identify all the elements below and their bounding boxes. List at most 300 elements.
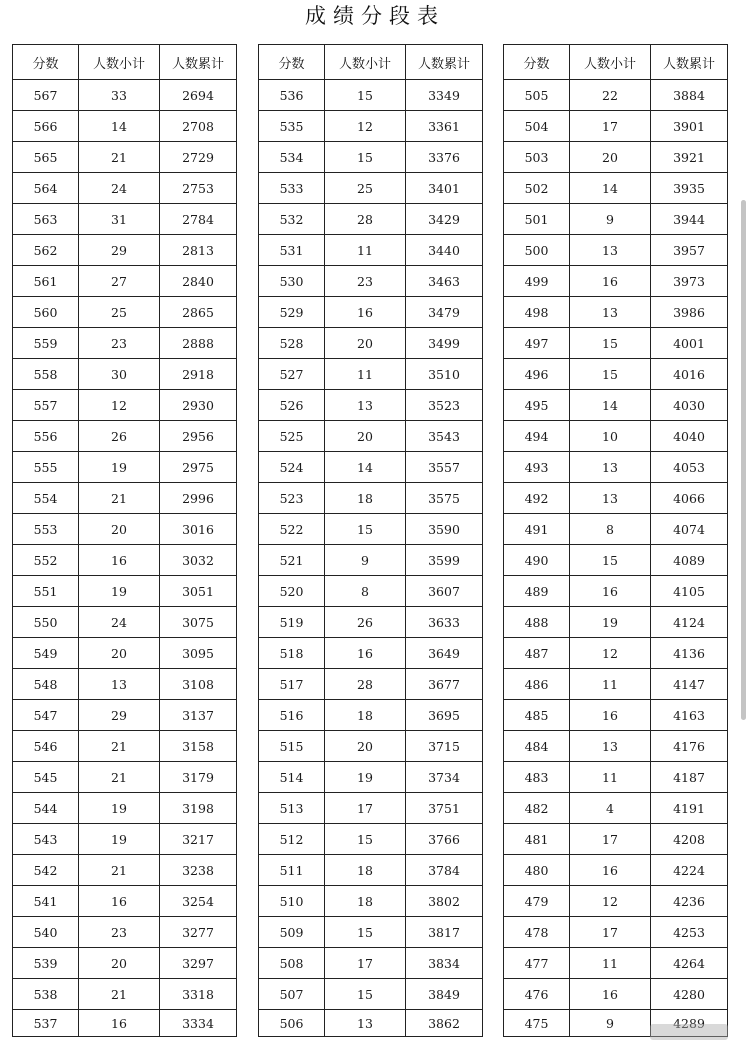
count-cell: 12	[79, 390, 160, 421]
count-cell: 21	[79, 483, 160, 514]
table-row	[259, 452, 483, 483]
cumulative-cell: 3318	[160, 979, 237, 1010]
table-row	[504, 204, 728, 235]
score-cell: 506	[259, 1010, 325, 1037]
header-row	[13, 45, 237, 80]
count-cell: 16	[79, 886, 160, 917]
count-cell: 21	[79, 762, 160, 793]
score-cell: 490	[504, 545, 570, 576]
cumulative-cell: 4089	[651, 545, 728, 576]
header-row	[504, 45, 728, 80]
count-cell: 23	[79, 917, 160, 948]
count-cell: 22	[570, 80, 651, 111]
count-cell: 24	[79, 607, 160, 638]
table-row	[504, 762, 728, 793]
score-cell: 522	[259, 514, 325, 545]
cumulative-cell: 4053	[651, 452, 728, 483]
cumulative-cell: 4280	[651, 979, 728, 1010]
cumulative-cell: 3075	[160, 607, 237, 638]
count-cell: 20	[325, 421, 406, 452]
table-row	[13, 80, 237, 111]
cumulative-cell: 3198	[160, 793, 237, 824]
table-row	[259, 483, 483, 514]
score-cell: 520	[259, 576, 325, 607]
cumulative-cell: 3557	[406, 452, 483, 483]
cumulative-cell: 3463	[406, 266, 483, 297]
table-row	[504, 142, 728, 173]
cumulative-cell: 3649	[406, 638, 483, 669]
cumulative-cell: 2708	[160, 111, 237, 142]
table-row	[504, 514, 728, 545]
score-cell: 480	[504, 855, 570, 886]
count-cell: 15	[325, 917, 406, 948]
count-cell: 12	[570, 886, 651, 917]
score-cell: 507	[259, 979, 325, 1010]
score-cell: 497	[504, 328, 570, 359]
score-cell: 563	[13, 204, 79, 235]
count-cell: 19	[79, 793, 160, 824]
count-cell: 33	[79, 80, 160, 111]
table-row	[259, 700, 483, 731]
score-cell: 560	[13, 297, 79, 328]
table-row	[504, 979, 728, 1010]
score-cell: 500	[504, 235, 570, 266]
table-row	[13, 979, 237, 1010]
score-cell: 567	[13, 80, 79, 111]
table-row	[259, 514, 483, 545]
score-cell: 562	[13, 235, 79, 266]
score-cell: 543	[13, 824, 79, 855]
watermark-logo	[650, 1024, 728, 1040]
score-cell: 551	[13, 576, 79, 607]
table-row	[13, 886, 237, 917]
score-cell: 505	[504, 80, 570, 111]
header-count: 人数小计	[325, 45, 406, 80]
cumulative-cell: 3986	[651, 297, 728, 328]
score-cell: 531	[259, 235, 325, 266]
score-cell: 499	[504, 266, 570, 297]
table-row	[504, 855, 728, 886]
cumulative-cell: 3862	[406, 1010, 483, 1037]
count-cell: 17	[570, 111, 651, 142]
score-cell: 528	[259, 328, 325, 359]
count-cell: 15	[570, 328, 651, 359]
table-row	[259, 142, 483, 173]
cumulative-cell: 4191	[651, 793, 728, 824]
table-row	[13, 266, 237, 297]
count-cell: 29	[79, 235, 160, 266]
cumulative-cell: 3479	[406, 297, 483, 328]
count-cell: 18	[325, 700, 406, 731]
header-score: 分数	[259, 45, 325, 80]
table-row	[504, 328, 728, 359]
table-row	[13, 390, 237, 421]
count-cell: 11	[570, 948, 651, 979]
cumulative-cell: 2865	[160, 297, 237, 328]
count-cell: 9	[570, 204, 651, 235]
table-row	[259, 979, 483, 1010]
cumulative-cell: 3607	[406, 576, 483, 607]
cumulative-cell: 4176	[651, 731, 728, 762]
score-cell: 545	[13, 762, 79, 793]
table-row	[259, 421, 483, 452]
table-row	[259, 731, 483, 762]
cumulative-cell: 2729	[160, 142, 237, 173]
header-score: 分数	[13, 45, 79, 80]
table-row	[13, 359, 237, 390]
count-cell: 28	[325, 204, 406, 235]
score-cell: 484	[504, 731, 570, 762]
cumulative-cell: 3523	[406, 390, 483, 421]
cumulative-cell: 3016	[160, 514, 237, 545]
score-cell: 508	[259, 948, 325, 979]
cumulative-cell: 4030	[651, 390, 728, 421]
table-row	[504, 607, 728, 638]
score-cell: 517	[259, 669, 325, 700]
score-cell: 525	[259, 421, 325, 452]
table-row	[13, 235, 237, 266]
count-cell: 20	[570, 142, 651, 173]
cumulative-cell: 3849	[406, 979, 483, 1010]
score-cell: 502	[504, 173, 570, 204]
score-cell: 516	[259, 700, 325, 731]
table-row	[259, 886, 483, 917]
table-row	[259, 948, 483, 979]
score-cell: 558	[13, 359, 79, 390]
cumulative-cell: 3376	[406, 142, 483, 173]
table-row	[13, 576, 237, 607]
count-cell: 12	[325, 111, 406, 142]
table-row	[13, 142, 237, 173]
score-cell: 514	[259, 762, 325, 793]
count-cell: 15	[570, 545, 651, 576]
score-cell: 536	[259, 80, 325, 111]
score-cell: 537	[13, 1010, 79, 1037]
score-cell: 503	[504, 142, 570, 173]
table-row	[259, 545, 483, 576]
count-cell: 18	[325, 886, 406, 917]
cumulative-cell: 3575	[406, 483, 483, 514]
table-row	[504, 359, 728, 390]
cumulative-cell: 3440	[406, 235, 483, 266]
cumulative-cell: 2930	[160, 390, 237, 421]
table-row	[13, 452, 237, 483]
table-row	[504, 886, 728, 917]
score-cell: 492	[504, 483, 570, 514]
score-cell: 540	[13, 917, 79, 948]
count-cell: 21	[79, 855, 160, 886]
cumulative-cell: 3254	[160, 886, 237, 917]
cumulative-cell: 4208	[651, 824, 728, 855]
score-cell: 477	[504, 948, 570, 979]
count-cell: 20	[325, 731, 406, 762]
count-cell: 15	[325, 142, 406, 173]
table-row	[504, 824, 728, 855]
count-cell: 21	[79, 731, 160, 762]
table-row	[504, 266, 728, 297]
table-row	[13, 669, 237, 700]
score-cell: 542	[13, 855, 79, 886]
table-row	[259, 607, 483, 638]
score-cell: 486	[504, 669, 570, 700]
score-cell: 526	[259, 390, 325, 421]
cumulative-cell: 3429	[406, 204, 483, 235]
score-cell: 548	[13, 669, 79, 700]
cumulative-cell: 4264	[651, 948, 728, 979]
table-row	[504, 80, 728, 111]
cumulative-cell: 3633	[406, 607, 483, 638]
table-body-2	[259, 80, 483, 1037]
score-table-3	[503, 44, 728, 1037]
cumulative-cell: 4066	[651, 483, 728, 514]
cumulative-cell: 3137	[160, 700, 237, 731]
count-cell: 15	[325, 514, 406, 545]
cumulative-cell: 2918	[160, 359, 237, 390]
count-cell: 19	[79, 824, 160, 855]
table-row	[13, 111, 237, 142]
cumulative-cell: 2813	[160, 235, 237, 266]
score-cell: 561	[13, 266, 79, 297]
count-cell: 15	[325, 824, 406, 855]
cumulative-cell: 4074	[651, 514, 728, 545]
cumulative-cell: 4105	[651, 576, 728, 607]
score-cell: 485	[504, 700, 570, 731]
header-count: 人数小计	[79, 45, 160, 80]
cumulative-cell: 3784	[406, 855, 483, 886]
cumulative-cell: 4236	[651, 886, 728, 917]
table-row	[504, 421, 728, 452]
score-cell: 556	[13, 421, 79, 452]
count-cell: 20	[79, 948, 160, 979]
table-row	[259, 390, 483, 421]
score-cell: 521	[259, 545, 325, 576]
table-row	[259, 328, 483, 359]
score-cell: 519	[259, 607, 325, 638]
cumulative-cell: 3277	[160, 917, 237, 948]
count-cell: 19	[570, 607, 651, 638]
cumulative-cell: 3734	[406, 762, 483, 793]
count-cell: 17	[570, 917, 651, 948]
score-cell: 524	[259, 452, 325, 483]
score-cell: 534	[259, 142, 325, 173]
table-row	[259, 669, 483, 700]
cumulative-cell: 3510	[406, 359, 483, 390]
cumulative-cell: 3032	[160, 545, 237, 576]
count-cell: 13	[570, 297, 651, 328]
count-cell: 18	[325, 855, 406, 886]
count-cell: 29	[79, 700, 160, 731]
cumulative-cell: 3217	[160, 824, 237, 855]
score-cell: 511	[259, 855, 325, 886]
count-cell: 14	[570, 173, 651, 204]
score-cell: 546	[13, 731, 79, 762]
table-row	[13, 514, 237, 545]
cumulative-cell: 3921	[651, 142, 728, 173]
count-cell: 19	[79, 452, 160, 483]
cumulative-cell: 2784	[160, 204, 237, 235]
score-cell: 515	[259, 731, 325, 762]
table-row	[13, 700, 237, 731]
score-cell: 501	[504, 204, 570, 235]
cumulative-cell: 4016	[651, 359, 728, 390]
score-cell: 566	[13, 111, 79, 142]
cumulative-cell: 3901	[651, 111, 728, 142]
count-cell: 20	[79, 514, 160, 545]
cumulative-cell: 2753	[160, 173, 237, 204]
cumulative-cell: 3051	[160, 576, 237, 607]
cumulative-cell: 3751	[406, 793, 483, 824]
cumulative-cell: 3715	[406, 731, 483, 762]
cumulative-cell: 3677	[406, 669, 483, 700]
count-cell: 4	[570, 793, 651, 824]
score-cell: 530	[259, 266, 325, 297]
count-cell: 31	[79, 204, 160, 235]
count-cell: 14	[325, 452, 406, 483]
table-row	[259, 235, 483, 266]
count-cell: 11	[570, 669, 651, 700]
score-cell: 498	[504, 297, 570, 328]
table-body-1	[13, 80, 237, 1037]
table-row	[259, 855, 483, 886]
table-row	[13, 824, 237, 855]
cumulative-cell: 3695	[406, 700, 483, 731]
count-cell: 27	[79, 266, 160, 297]
table-row	[259, 638, 483, 669]
cumulative-cell: 4253	[651, 917, 728, 948]
count-cell: 18	[325, 483, 406, 514]
score-cell: 504	[504, 111, 570, 142]
cumulative-cell: 3884	[651, 80, 728, 111]
score-cell: 559	[13, 328, 79, 359]
score-cell: 491	[504, 514, 570, 545]
header-cumulative: 人数累计	[406, 45, 483, 80]
score-cell: 512	[259, 824, 325, 855]
cumulative-cell: 3944	[651, 204, 728, 235]
count-cell: 11	[570, 762, 651, 793]
score-cell: 532	[259, 204, 325, 235]
cumulative-cell: 3957	[651, 235, 728, 266]
score-cell: 493	[504, 452, 570, 483]
count-cell: 13	[570, 235, 651, 266]
count-cell: 8	[325, 576, 406, 607]
table-row	[504, 173, 728, 204]
count-cell: 16	[79, 1010, 160, 1037]
score-cell: 495	[504, 390, 570, 421]
page-title: 成绩分段表	[305, 4, 445, 28]
cumulative-cell: 3543	[406, 421, 483, 452]
header-row	[259, 45, 483, 80]
count-cell: 14	[79, 111, 160, 142]
table-row	[13, 638, 237, 669]
count-cell: 8	[570, 514, 651, 545]
count-cell: 25	[325, 173, 406, 204]
header-cumulative: 人数累计	[160, 45, 237, 80]
cumulative-cell: 3802	[406, 886, 483, 917]
score-cell: 481	[504, 824, 570, 855]
scrollbar-thumb[interactable]	[741, 200, 746, 720]
table-row	[13, 483, 237, 514]
score-cell: 565	[13, 142, 79, 173]
count-cell: 17	[325, 948, 406, 979]
score-cell: 478	[504, 917, 570, 948]
table-row	[13, 793, 237, 824]
cumulative-cell: 3179	[160, 762, 237, 793]
header-cumulative: 人数累计	[651, 45, 728, 80]
table-row	[13, 328, 237, 359]
score-cell: 555	[13, 452, 79, 483]
score-cell: 489	[504, 576, 570, 607]
score-cell: 544	[13, 793, 79, 824]
score-cell: 539	[13, 948, 79, 979]
score-cell: 523	[259, 483, 325, 514]
count-cell: 15	[570, 359, 651, 390]
count-cell: 14	[570, 390, 651, 421]
count-cell: 17	[570, 824, 651, 855]
score-table-2	[258, 44, 483, 1037]
cumulative-cell: 3935	[651, 173, 728, 204]
table-row	[13, 173, 237, 204]
table-row	[13, 297, 237, 328]
count-cell: 25	[79, 297, 160, 328]
vertical-scrollbar[interactable]	[741, 200, 746, 720]
table-row	[504, 793, 728, 824]
cumulative-cell: 2888	[160, 328, 237, 359]
count-cell: 19	[79, 576, 160, 607]
cumulative-cell: 3499	[406, 328, 483, 359]
table-row	[259, 576, 483, 607]
table-row	[13, 204, 237, 235]
count-cell: 16	[570, 855, 651, 886]
score-cell: 510	[259, 886, 325, 917]
cumulative-cell: 3158	[160, 731, 237, 762]
table-row	[504, 576, 728, 607]
score-cell: 509	[259, 917, 325, 948]
count-cell: 9	[325, 545, 406, 576]
cumulative-cell: 3973	[651, 266, 728, 297]
table-row	[259, 359, 483, 390]
count-cell: 16	[570, 979, 651, 1010]
count-cell: 16	[325, 638, 406, 669]
count-cell: 11	[325, 235, 406, 266]
score-cell: 488	[504, 607, 570, 638]
count-cell: 16	[570, 266, 651, 297]
cumulative-cell: 4001	[651, 328, 728, 359]
table-row	[259, 917, 483, 948]
cumulative-cell: 3361	[406, 111, 483, 142]
count-cell: 20	[325, 328, 406, 359]
table-row	[504, 483, 728, 514]
score-table-1	[12, 44, 237, 1037]
cumulative-cell: 3834	[406, 948, 483, 979]
table-row	[504, 111, 728, 142]
score-cell: 549	[13, 638, 79, 669]
count-cell: 23	[325, 266, 406, 297]
table-row	[259, 266, 483, 297]
table-row	[13, 1010, 237, 1037]
cumulative-cell: 2694	[160, 80, 237, 111]
table-row	[13, 948, 237, 979]
table-row	[13, 545, 237, 576]
count-cell: 15	[325, 80, 406, 111]
count-cell: 16	[570, 576, 651, 607]
score-cell: 482	[504, 793, 570, 824]
cumulative-cell: 4163	[651, 700, 728, 731]
cumulative-cell: 3599	[406, 545, 483, 576]
cumulative-cell: 4136	[651, 638, 728, 669]
table-row	[504, 545, 728, 576]
header-score: 分数	[504, 45, 570, 80]
table-row	[259, 80, 483, 111]
